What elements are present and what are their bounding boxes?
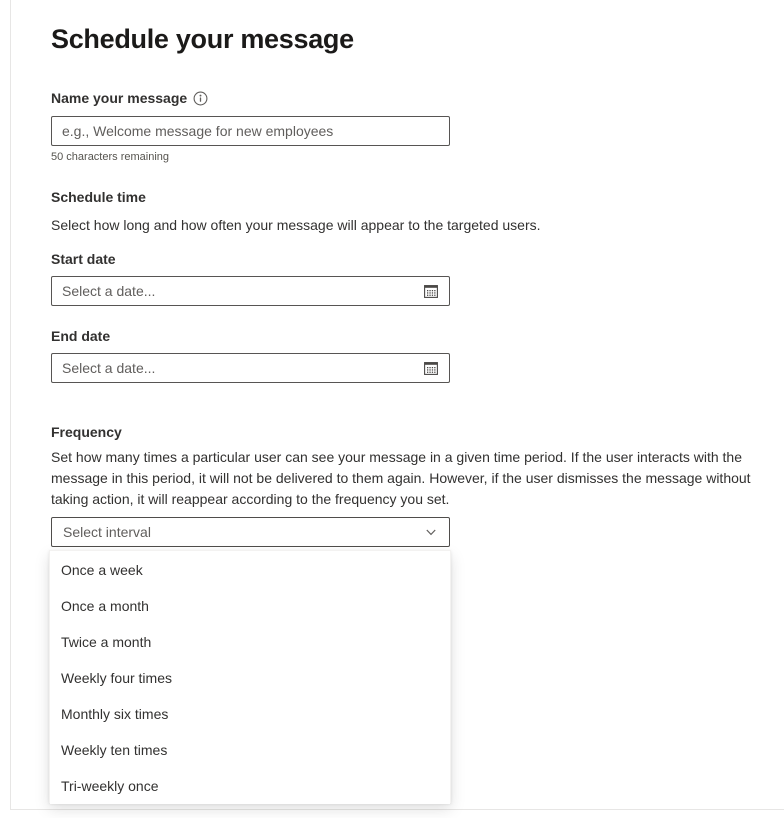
start-date-label-text: Start date <box>51 251 116 267</box>
frequency-option-monthly-six-times[interactable]: Monthly six times <box>50 696 450 732</box>
end-date-label <box>51 328 110 344</box>
info-icon[interactable] <box>193 91 208 106</box>
frequency-option-tri-weekly-once[interactable]: Tri-weekly once <box>50 768 450 804</box>
schedule-time-description: Select how long and how often your message will appear to the targeted users. <box>51 217 541 233</box>
name-field-label <box>51 90 208 106</box>
start-date-picker[interactable] <box>51 276 450 306</box>
end-date-input[interactable] <box>52 354 422 382</box>
end-date-label-text: End date <box>51 328 111 344</box>
start-date-input[interactable] <box>52 277 422 305</box>
frequency-dropdown-placeholder: Select interval <box>63 524 151 540</box>
message-name-input[interactable] <box>51 116 450 146</box>
schedule-time-heading <box>51 189 146 205</box>
frequency-interval-dropdown[interactable] <box>51 517 450 547</box>
calendar-icon <box>423 360 439 376</box>
frequency-option-once-a-week[interactable]: Once a week <box>50 552 450 588</box>
calendar-icon <box>423 283 439 299</box>
start-date-calendar-button[interactable] <box>422 282 440 300</box>
characters-remaining-text: 50 characters remaining <box>51 151 170 163</box>
frequency-options-panel <box>49 550 451 803</box>
name-field-label-text: Name your message <box>51 90 188 106</box>
frequency-label <box>51 424 122 440</box>
frequency-description: Set how many times a particular user can see your message in a given time period. If the user interacts with the message in this period, it will not be delivered to them again. However, if the user dismisses the message without taking action, it will reappear according to the frequency you set. <box>51 449 751 507</box>
frequency-label-text: Frequency <box>51 424 122 440</box>
frequency-option-twice-a-month[interactable]: Twice a month <box>50 624 450 660</box>
chevron-down-icon <box>425 526 437 538</box>
frequency-option-weekly-ten-times[interactable]: Weekly ten times <box>50 732 450 768</box>
page-title: Schedule your message <box>51 24 354 54</box>
frequency-option-once-a-month[interactable]: Once a month <box>50 588 450 624</box>
schedule-time-heading-text: Schedule time <box>51 189 146 205</box>
end-date-picker[interactable] <box>51 353 450 383</box>
start-date-label <box>51 251 116 267</box>
frequency-option-weekly-four-times[interactable]: Weekly four times <box>50 660 450 696</box>
end-date-calendar-button[interactable] <box>422 359 440 377</box>
